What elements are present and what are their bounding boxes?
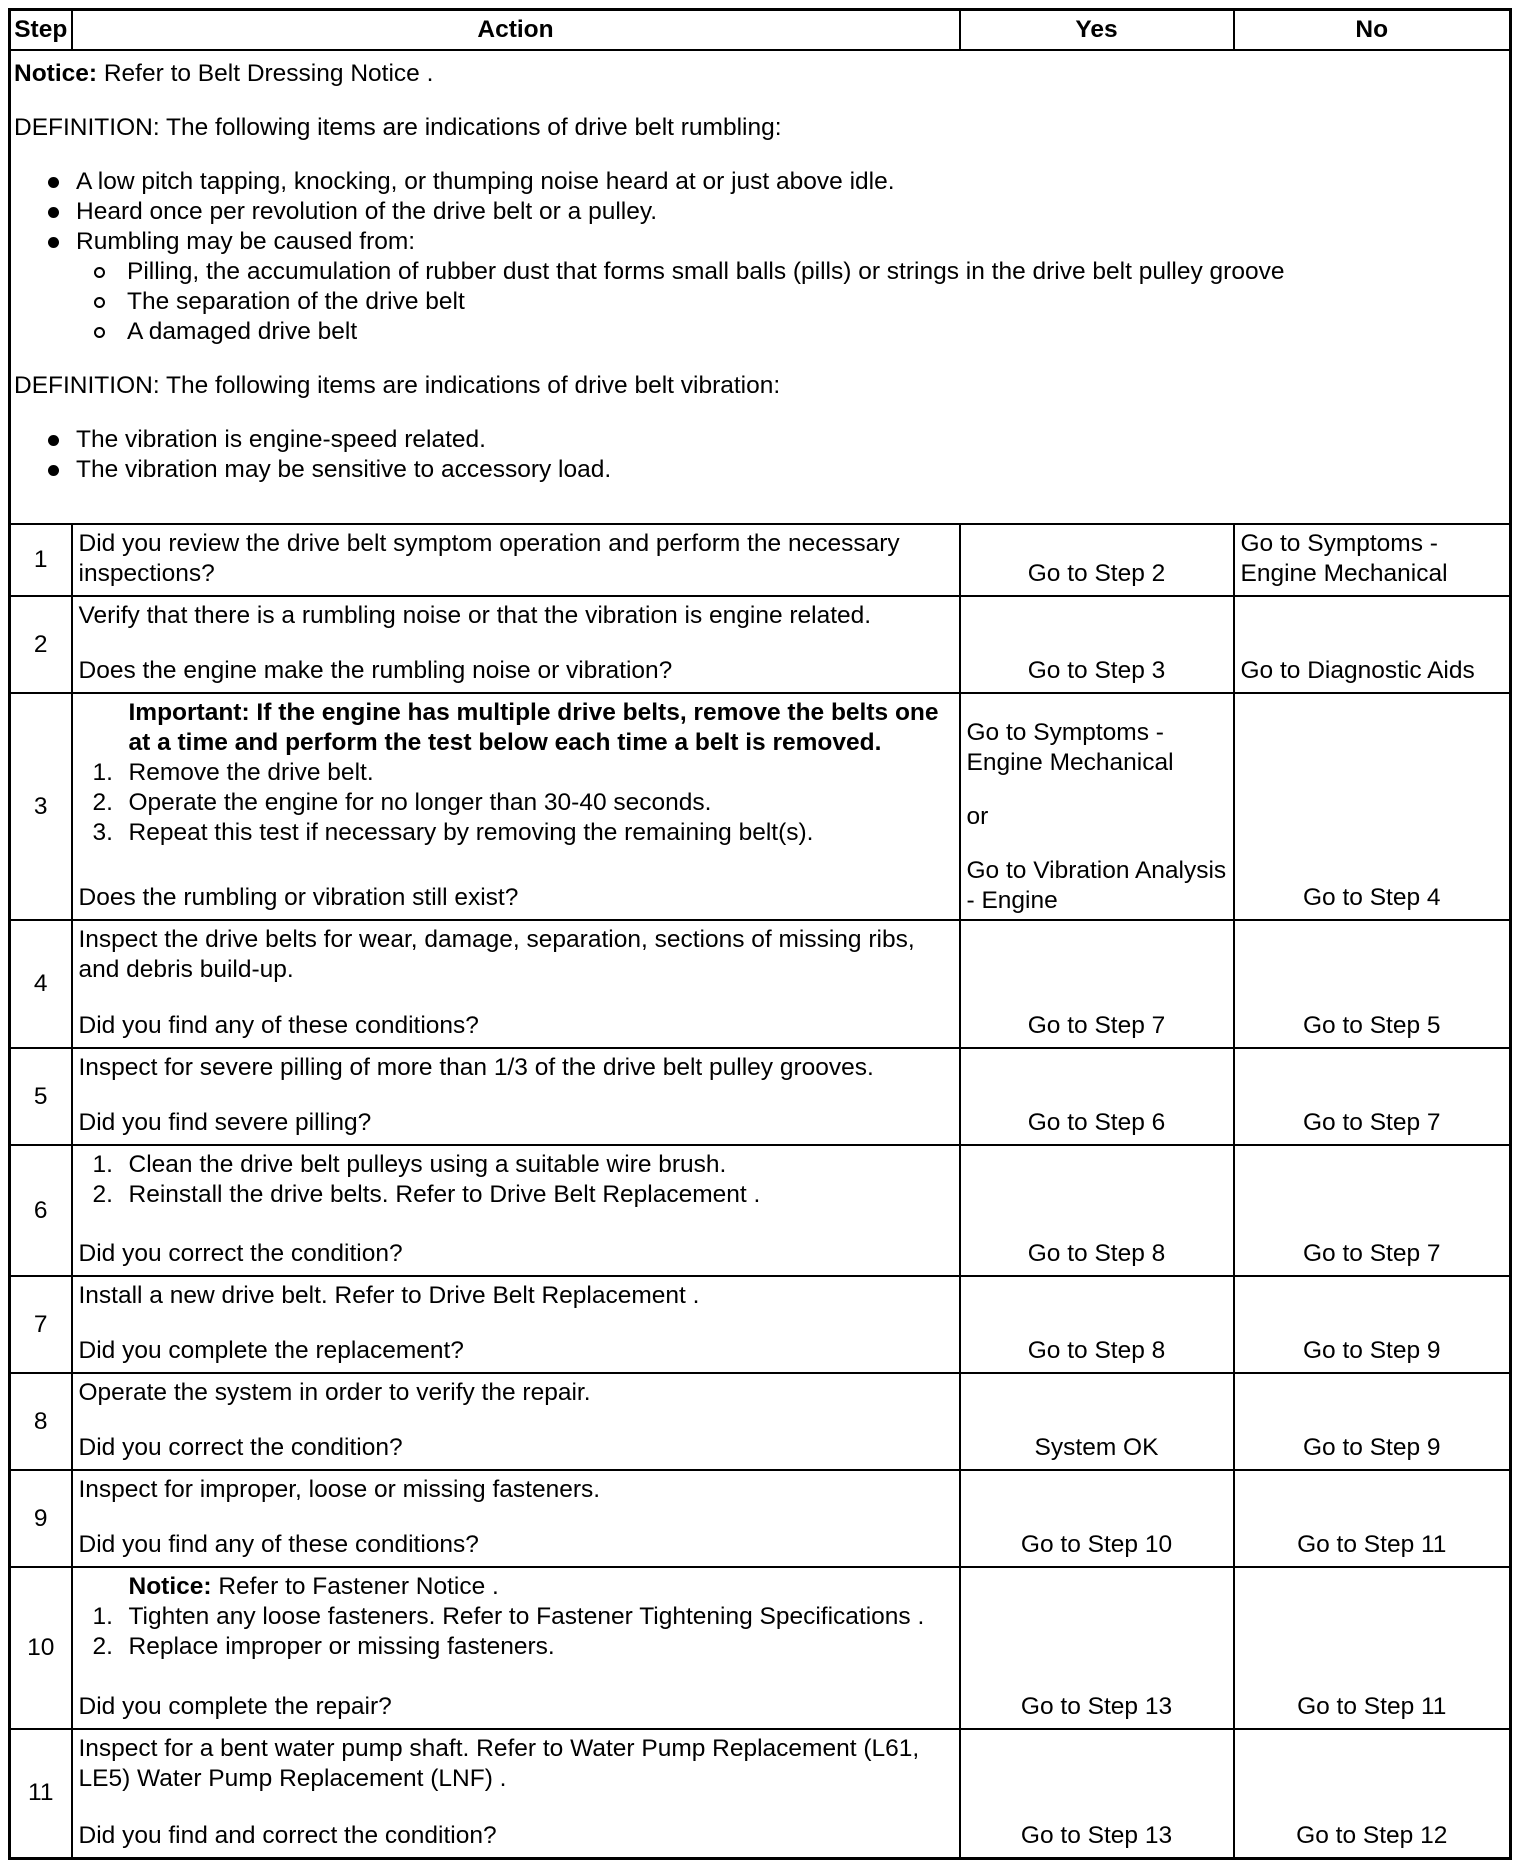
yes-result: Go to Step 8 xyxy=(1027,1337,1166,1364)
no-result: Go to Symptoms - Engine Mechanical xyxy=(1240,530,1448,587)
step-action xyxy=(72,1048,960,1145)
list-item: 1. Clean the drive belt pulleys using a suitable wire brush. xyxy=(92,1151,727,1178)
no-result: Go to Step 11 xyxy=(1297,1531,1447,1558)
step-instruction: Verify that there is a rumbling noise or that the vibration is engine related. xyxy=(78,602,872,629)
step-number: 11 xyxy=(10,1729,72,1858)
list-item-text: Remove the drive belt. xyxy=(128,759,374,786)
list-item-text: Operate the engine for no longer than 30-40 seconds. xyxy=(128,789,712,816)
step-action xyxy=(72,920,960,1048)
list-item: 2. Replace improper or missing fasteners. xyxy=(92,1633,555,1660)
step-instruction: Inspect the drive belts for wear, damage, separation, sections of missing ribs, and debris build-up. xyxy=(78,926,915,983)
step-instruction: Install a new drive belt. Refer to Drive Belt Replacement . xyxy=(78,1282,700,1309)
step-number: 7 xyxy=(10,1276,72,1373)
step-number: 3 xyxy=(10,693,72,920)
vibration-list xyxy=(14,425,1499,485)
no-result: Go to Step 9 xyxy=(1302,1434,1441,1461)
step-number: 2 xyxy=(10,596,72,693)
step-question: Did you correct the condition? xyxy=(78,1434,403,1461)
list-item-text: Rumbling may be caused from: xyxy=(76,228,416,255)
list-item xyxy=(36,227,1499,347)
step-yes xyxy=(960,524,1234,596)
vibration-definition: DEFINITION: The following items are indications of drive belt vibration: xyxy=(14,372,781,399)
step-number: 9 xyxy=(10,1470,72,1567)
step-instruction: Inspect for severe pilling of more than 1/3 of the drive belt pulley grooves. xyxy=(78,1054,874,1081)
step-instruction: Inspect for a bent water pump shaft. Refer to Water Pump Replacement (L61, LE5) Water Pump Replacement (LNF) . xyxy=(78,1735,920,1792)
step-no xyxy=(1234,920,1511,1048)
yes-result: Go to Step 3 xyxy=(1027,657,1166,684)
step-yes xyxy=(960,596,1234,693)
rumbling-definition: DEFINITION: The following items are indications of drive belt rumbling: xyxy=(14,114,782,141)
yes-result: Go to Step 6 xyxy=(1027,1109,1166,1136)
no-result: Go to Step 7 xyxy=(1302,1109,1441,1136)
diagnostic-table xyxy=(8,8,1512,1860)
yes-or: or xyxy=(966,803,989,830)
step-no xyxy=(1234,1470,1511,1567)
step-number: 6 xyxy=(10,1145,72,1276)
step-yes xyxy=(960,1048,1234,1145)
step-action xyxy=(72,1373,960,1470)
step-row-3 xyxy=(10,693,1511,920)
step-no xyxy=(1234,1373,1511,1470)
step-instruction: Operate the system in order to verify the repair. xyxy=(78,1379,591,1406)
step-row-4 xyxy=(10,920,1511,1048)
step-action xyxy=(72,596,960,693)
header-no: No xyxy=(1234,10,1511,51)
step-no xyxy=(1234,1729,1511,1858)
important-label: Important: xyxy=(128,699,250,726)
step-question: Does the engine make the rumbling noise or vibration? xyxy=(78,657,673,684)
rumbling-causes-list xyxy=(76,257,1499,347)
step-action: Did you review the drive belt symptom operation and perform the necessary inspections? xyxy=(72,524,960,596)
yes-result: Go to Step 13 xyxy=(1020,1693,1173,1720)
header-row xyxy=(10,10,1511,51)
step-action xyxy=(72,1729,960,1858)
notice-text: Refer to Belt Dressing Notice . xyxy=(97,60,434,87)
rumbling-list xyxy=(14,167,1499,347)
no-result: Go to Step 7 xyxy=(1302,1240,1441,1267)
step-yes xyxy=(960,693,1234,920)
list-item-text: Clean the drive belt pulleys using a suitable wire brush. xyxy=(128,1151,727,1178)
step-number: 8 xyxy=(10,1373,72,1470)
step-procedure xyxy=(79,1150,951,1210)
step-row-6 xyxy=(10,1145,1511,1276)
step-no xyxy=(1234,693,1511,920)
header-step: Step xyxy=(10,10,72,51)
step-row-5 xyxy=(10,1048,1511,1145)
yes-result: Go to Step 13 xyxy=(1020,1821,1173,1849)
step-instruction: Inspect for improper, loose or missing fasteners. xyxy=(78,1476,601,1503)
step-question: Does the rumbling or vibration still exist? xyxy=(78,884,519,911)
list-item: 2. Reinstall the drive belts. Refer to Drive Belt Replacement . xyxy=(92,1181,761,1208)
step-no xyxy=(1234,596,1511,693)
step-number: 10 xyxy=(10,1567,72,1729)
step-no xyxy=(1234,1276,1511,1373)
step-row-1 xyxy=(10,524,1511,596)
step-question: Did you find any of these conditions? xyxy=(78,1531,479,1558)
step-action xyxy=(72,693,960,920)
no-result: Go to Step 4 xyxy=(1302,884,1441,911)
yes-result: Go to Step 10 xyxy=(1020,1531,1173,1558)
list-item: 1. Tighten any loose fasteners. Refer to Fastener Tightening Specifications . xyxy=(92,1603,925,1630)
step-row-11 xyxy=(10,1729,1511,1858)
belt-dressing-notice xyxy=(14,59,1499,89)
header-yes: Yes xyxy=(960,10,1234,51)
intro-row xyxy=(10,50,1511,524)
step-question: Did you complete the repair? xyxy=(78,1693,392,1720)
sub-list-item: The separation of the drive belt xyxy=(86,287,1499,317)
step-question: Did you complete the replacement? xyxy=(78,1337,464,1364)
step-row-8 xyxy=(10,1373,1511,1470)
step-row-9 xyxy=(10,1470,1511,1567)
list-item: The vibration may be sensitive to accessory load. xyxy=(36,455,1499,485)
yes-result: System OK xyxy=(1034,1434,1159,1461)
yes-result-b: Go to Vibration Analysis - Engine xyxy=(966,857,1227,914)
no-result: Go to Step 12 xyxy=(1296,1821,1448,1849)
step-yes xyxy=(960,1567,1234,1729)
step-no xyxy=(1234,1567,1511,1729)
intro-cell xyxy=(10,50,1511,524)
step-yes xyxy=(960,1276,1234,1373)
important-note xyxy=(79,698,951,758)
fastener-notice xyxy=(79,1572,951,1602)
notice-text: Refer to Fastener Notice . xyxy=(211,1573,499,1600)
step-question: Did you find and correct the condition? xyxy=(78,1821,497,1849)
step-procedure xyxy=(79,758,951,848)
step-action xyxy=(72,1567,960,1729)
yes-result: Go to Step 8 xyxy=(1027,1240,1166,1267)
step-no xyxy=(1234,1048,1511,1145)
sub-list-item: A damaged drive belt xyxy=(86,317,1499,347)
notice-label: Notice: xyxy=(128,1573,212,1600)
step-question: Did you find severe pilling? xyxy=(78,1109,372,1136)
list-item: 1. Remove the drive belt. xyxy=(92,759,374,786)
step-yes xyxy=(960,1729,1234,1858)
sub-list-item: Pilling, the accumulation of rubber dust that forms small balls (pills) or strings in the drive belt pulley groove xyxy=(86,257,1499,287)
step-number: 1 xyxy=(10,524,72,596)
list-item: Heard once per revolution of the drive belt or a pulley. xyxy=(36,197,1499,227)
step-no xyxy=(1234,1145,1511,1276)
yes-result: Go to Step 2 xyxy=(1027,560,1166,587)
header-action: Action xyxy=(72,10,960,51)
step-no xyxy=(1234,524,1511,596)
no-result: Go to Step 5 xyxy=(1302,1012,1441,1039)
no-result: Go to Diagnostic Aids xyxy=(1240,657,1475,684)
step-question: Did you correct the condition? xyxy=(78,1240,403,1267)
step-yes xyxy=(960,1373,1234,1470)
step-action xyxy=(72,1276,960,1373)
step-number: 5 xyxy=(10,1048,72,1145)
list-item: A low pitch tapping, knocking, or thumping noise heard at or just above idle. xyxy=(36,167,1499,197)
yes-result-a: Go to Symptoms - Engine Mechanical xyxy=(966,719,1174,776)
step-yes xyxy=(960,1470,1234,1567)
step-row-7 xyxy=(10,1276,1511,1373)
list-item: 2. Operate the engine for no longer than 30-40 seconds. xyxy=(92,789,712,816)
step-row-10 xyxy=(10,1567,1511,1729)
list-item-text: Replace improper or missing fasteners. xyxy=(128,1633,555,1660)
step-action xyxy=(72,1470,960,1567)
step-yes xyxy=(960,920,1234,1048)
step-number: 4 xyxy=(10,920,72,1048)
step-row-2 xyxy=(10,596,1511,693)
no-result: Go to Step 11 xyxy=(1297,1693,1447,1720)
step-action xyxy=(72,1145,960,1276)
step-procedure xyxy=(79,1602,951,1662)
list-item: 3. Repeat this test if necessary by removing the remaining belt(s). xyxy=(92,819,814,846)
important-text: If the engine has multiple drive belts, remove the belts one at a time and perform the test below each time a belt is removed. xyxy=(128,699,939,756)
yes-result: Go to Step 7 xyxy=(1027,1012,1166,1039)
list-item: The vibration is engine-speed related. xyxy=(36,425,1499,455)
list-item-text: Reinstall the drive belts. Refer to Drive Belt Replacement . xyxy=(128,1181,761,1208)
step-yes xyxy=(960,1145,1234,1276)
no-result: Go to Step 9 xyxy=(1302,1337,1441,1364)
step-question: Did you find any of these conditions? xyxy=(78,1012,479,1039)
notice-label: Notice: xyxy=(14,60,98,87)
list-item-text: Tighten any loose fasteners. Refer to Fastener Tightening Specifications . xyxy=(128,1603,925,1630)
list-item-text: Repeat this test if necessary by removing the remaining belt(s). xyxy=(128,819,814,846)
